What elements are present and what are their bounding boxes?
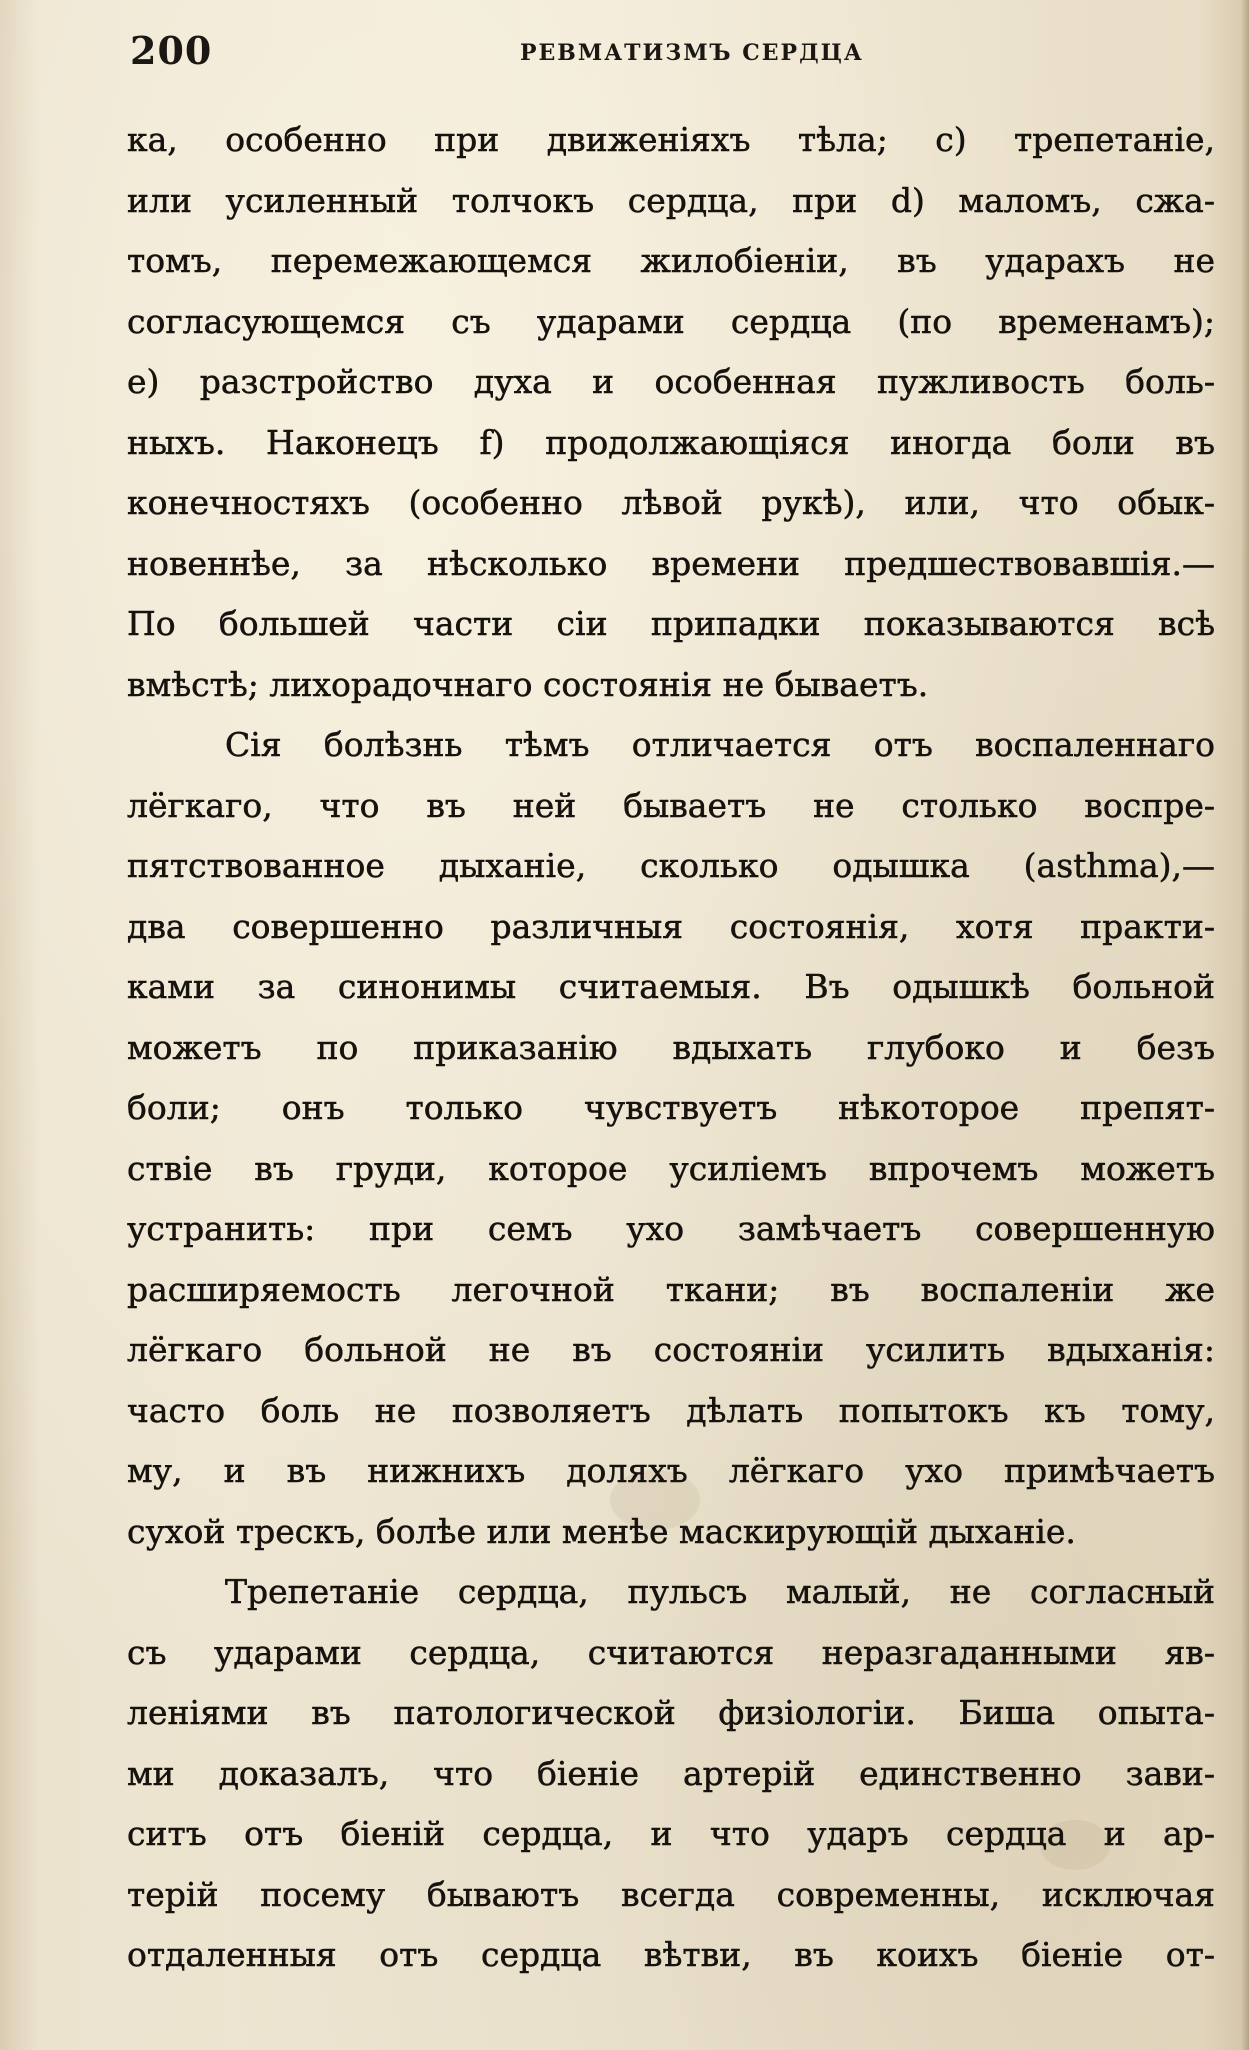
paragraph-first-line: Трепетаніе сердца, пульсъ малый, не согласный bbox=[225, 1572, 1215, 1611]
text-line: терій посему бываютъ всегда современны, исключая bbox=[127, 1874, 1215, 1914]
text-line: расширяемость легочной ткани; въ воспаленіи же bbox=[127, 1269, 1215, 1309]
text-line: вмѣстѣ; лихорадочнаго состоянія не бываетъ. bbox=[127, 664, 929, 704]
running-head bbox=[0, 28, 1249, 88]
text-line: можетъ по приказанію вдыхать глубоко и безъ bbox=[127, 1027, 1215, 1067]
text-line: часто боль не позволяетъ дѣлать попытокъ къ тому, bbox=[127, 1390, 1215, 1430]
text-line: леніями въ патологической физіологіи. Биша опыта- bbox=[127, 1693, 1215, 1732]
text-line: ми доказалъ, что біеніе артерій единственно зави- bbox=[127, 1753, 1215, 1793]
body-text bbox=[127, 110, 1215, 1986]
text-line: новеннѣе, за нѣсколько времени предшествовавшія.— bbox=[127, 543, 1215, 583]
text-line: или усиленный толчокъ сердца, при d) маломъ, сжа- bbox=[127, 180, 1215, 220]
running-title: РЕВМАТИЗМЪ СЕРДЦА bbox=[520, 40, 864, 66]
text-line: ныхъ. Наконецъ f) продолжающіяся иногда боли въ bbox=[127, 422, 1215, 462]
text-line: сухой трескъ, болѣе или менѣе маскирующій дыханіе. bbox=[127, 1511, 1076, 1551]
text-line: му, и въ нижнихъ доляхъ лёгкаго ухо примѣчаетъ bbox=[127, 1451, 1215, 1490]
text-line: По большей части сіи припадки показываются всѣ bbox=[127, 604, 1215, 643]
text-line: ка, особенно при движеніяхъ тѣла; c) трепетаніе, bbox=[127, 120, 1215, 159]
text-line: ствіе въ груди, которое усиліемъ впрочемъ можетъ bbox=[127, 1148, 1215, 1188]
text-line: конечностяхъ (особенно лѣвой рукѣ), или, что обык- bbox=[127, 483, 1215, 522]
text-line: два совершенно различныя состоянія, хотя практи- bbox=[127, 906, 1215, 946]
text-line: устранить: при семъ ухо замѣчаетъ совершенную bbox=[127, 1209, 1215, 1248]
text-line: ситъ отъ біеній сердца, и что ударъ сердца и ар- bbox=[127, 1814, 1215, 1853]
text-line: пятствованное дыханіе, сколько одышка (asthma),— bbox=[127, 846, 1215, 885]
text-line: согласующемся съ ударами сердца (по временамъ); bbox=[127, 301, 1215, 341]
text-line: лёгкаго, что въ ней бываетъ не столько воспре- bbox=[127, 785, 1215, 825]
paragraph-first-line: Сія болѣзнь тѣмъ отличается отъ воспаленнаго bbox=[225, 725, 1215, 764]
text-line: e) разстройство духа и особенная пужливость боль- bbox=[127, 362, 1215, 401]
text-line: томъ, перемежающемся жилобіеніи, въ ударахъ не bbox=[127, 241, 1215, 280]
text-line: съ ударами сердца, считаются неразгаданными яв- bbox=[127, 1632, 1215, 1672]
text-line: ками за синонимы считаемыя. Въ одышкѣ больной bbox=[127, 967, 1215, 1006]
page-edge bbox=[1241, 0, 1249, 2050]
text-line: лёгкаго больной не въ состояніи усилить вдыханія: bbox=[127, 1330, 1215, 1369]
text-line: отдаленныя отъ сердца вѣтви, въ коихъ біеніе от- bbox=[127, 1935, 1215, 1974]
page-number: 200 bbox=[130, 28, 213, 73]
text-line: боли; онъ только чувствуетъ нѣкоторое препят- bbox=[127, 1088, 1215, 1127]
